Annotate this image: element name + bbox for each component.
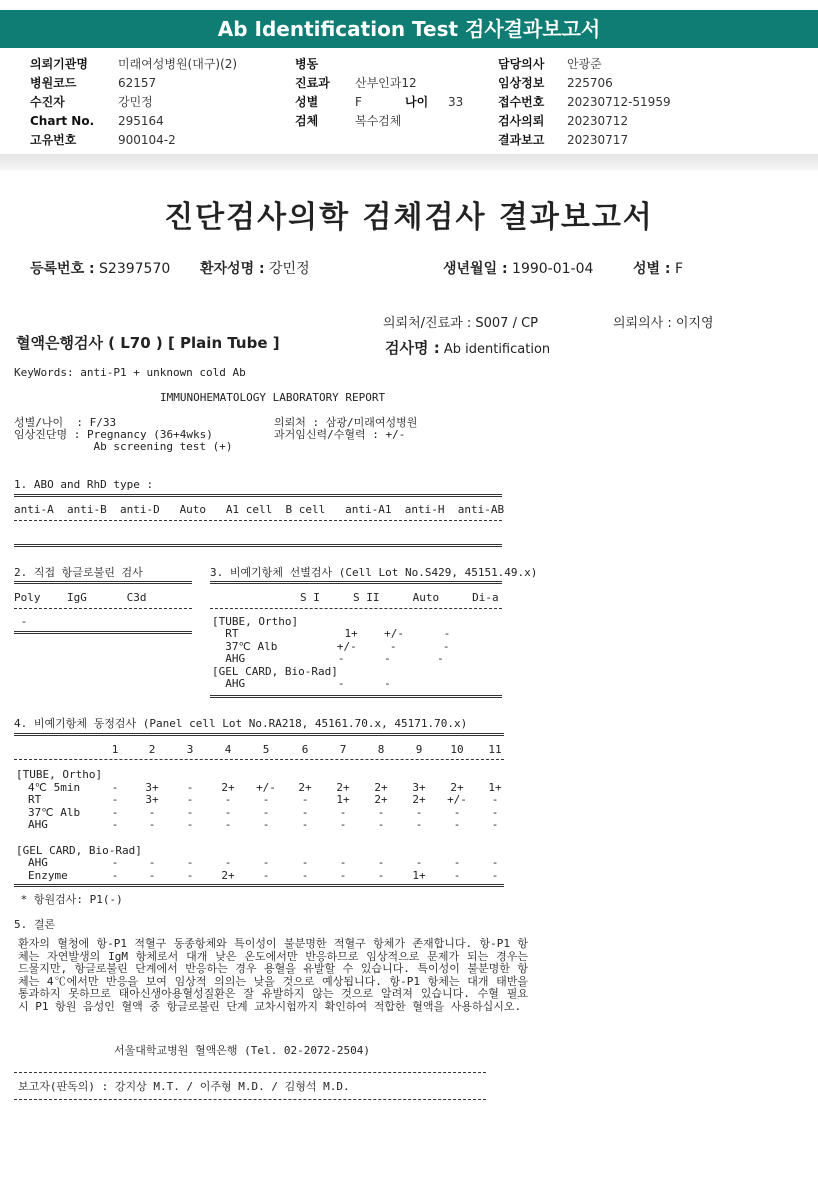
panel-cell: - [186, 793, 194, 807]
header-label: 진료과 [295, 76, 330, 90]
pregnancy-history: 과거임신력/수혈력 : +/- [274, 428, 406, 441]
panel-col-header: 3 [186, 743, 194, 756]
header-label: 수진자 [30, 95, 65, 109]
double-rule [14, 631, 192, 634]
birth-label: 생년월일 : [443, 261, 508, 277]
panel-col-header: 2 [148, 743, 156, 756]
panel-cell: +/- [256, 780, 276, 794]
request-header [0, 55, 818, 153]
panel-cell: - [339, 805, 347, 819]
panel-cell: 2+ [336, 780, 350, 794]
header-label: 담당의사 [498, 57, 545, 71]
single-rule [14, 1099, 486, 1100]
section-screening-title: 3. 비예기항체 선별검사 (Cell Lot No.S429, 45151.49.x) [210, 566, 538, 579]
header-label: 임상정보 [498, 76, 545, 90]
antigen-test: * 항원검사: P1(-) [14, 893, 123, 906]
panel-col-header: 1 [111, 743, 119, 756]
test-name-value: Ab identification [443, 342, 551, 357]
clinical-diagnosis-2: Ab screening test (+) [14, 440, 233, 453]
panel-row-label: AHG [28, 856, 48, 870]
panel-cell: - [224, 805, 232, 819]
header-label: 검사의뢰 [498, 114, 545, 128]
birth-value: 1990-01-04 [512, 261, 594, 277]
panel-cell: 2+ [450, 780, 464, 794]
test-group: 혈액은행검사 ( L70 ) [ Plain Tube ] [16, 334, 280, 352]
header-value: 강민정 [118, 95, 153, 109]
panel-col-header: 10 [450, 743, 464, 756]
panel-cell: 1+ [412, 868, 426, 882]
panel-cell: - [339, 856, 347, 870]
screening-results: [TUBE, Ortho] RT 1+ +/- - 37℃ Alb +/- - - AHG - - - [GEL CARD, Bio-Rad] AHG - - [212, 615, 451, 691]
registration-number [30, 258, 170, 278]
referring-doctor: 의뢰의사 : 이지영 [613, 316, 714, 331]
panel-cell: - [111, 818, 119, 832]
header-label: 병동 [295, 57, 319, 71]
panel-col-header: 4 [224, 743, 232, 756]
double-rule [210, 695, 502, 698]
double-rule [210, 581, 502, 584]
panel-cell: - [111, 856, 119, 870]
patient-sex [633, 258, 683, 278]
panel-cell: - [491, 856, 499, 870]
section-dat-title: 2. 직접 항글로불린 검사 [14, 566, 143, 579]
header-value: 20230712 [567, 114, 629, 128]
panel-cell: - [491, 818, 499, 832]
panel-cell: - [186, 805, 194, 819]
report-title: 진단검사의학 검체검사 결과보고서 [164, 200, 654, 235]
name-value: 강민정 [269, 261, 310, 277]
panel-cell: - [148, 856, 156, 870]
sex-value: F [674, 261, 684, 277]
section-conclusion-title: 5. 결론 [14, 918, 56, 931]
panel-cell: - [148, 805, 156, 819]
panel-cell: 2+ [221, 780, 235, 794]
panel-cell: - [377, 856, 385, 870]
header-label: 검체 [295, 114, 319, 128]
header-value: 225706 [567, 76, 613, 90]
panel-cell: - [453, 856, 461, 870]
panel-cell: - [224, 856, 232, 870]
header-value: 62157 [118, 76, 157, 90]
panel-cell: - [491, 868, 499, 882]
panel-cell: 3+ [145, 793, 159, 807]
panel-cell: - [186, 856, 194, 870]
double-rule [14, 494, 502, 497]
panel-cell: - [262, 805, 270, 819]
panel-col-header: 11 [488, 743, 502, 756]
test-name-label: 검사명 : [385, 339, 440, 357]
panel-cell: 2+ [298, 780, 312, 794]
panel-cell: - [111, 805, 119, 819]
header-label: 병원코드 [30, 76, 77, 90]
double-rule [14, 544, 502, 547]
single-rule [14, 759, 504, 760]
panel-cell: - [186, 868, 194, 882]
panel-cell: 1+ [336, 793, 350, 807]
sex-age: 성별/나이 : F/33 [14, 416, 117, 429]
clinical-diagnosis: 임상진단명 : Pregnancy (36+4wks) [14, 428, 213, 441]
header-label: 접수번호 [498, 95, 545, 109]
section-panel-title: 4. 비예기항체 동정검사 (Panel cell Lot No.RA218, 45161.70.x, 45171.70.x) [14, 717, 468, 730]
panel-cell: - [262, 868, 270, 882]
panel-cell: - [148, 868, 156, 882]
panel-cell: - [491, 793, 499, 807]
panel-col-header: 7 [339, 743, 347, 756]
header-value: 미래여성병원(대구)(2) [118, 57, 238, 71]
header-value: 산부인과12 [355, 76, 417, 90]
panel-cell: - [377, 805, 385, 819]
scanned-report [0, 170, 818, 1202]
header-label: 결과보고 [498, 133, 545, 147]
panel-cell: 2+ [221, 868, 235, 882]
panel-cell: 1+ [488, 780, 502, 794]
header-value: F [355, 95, 362, 109]
panel-col-header: 8 [377, 743, 385, 756]
panel-cell: 2+ [374, 793, 388, 807]
panel-cell: - [377, 868, 385, 882]
screening-headers: S I S II Auto Di-a [300, 591, 499, 604]
panel-cell: 2+ [412, 793, 426, 807]
panel-cell: - [415, 805, 423, 819]
panel-cell: - [186, 818, 194, 832]
panel-cell: - [224, 793, 232, 807]
panel-cell: - [453, 818, 461, 832]
panel-row-label: Enzyme [28, 868, 68, 882]
panel-col-header: 6 [301, 743, 309, 756]
panel-cell: - [339, 868, 347, 882]
reporter: 보고자(판독의) : 강지상 M.T. / 이주형 M.D. / 김형석 M.D. [18, 1080, 350, 1093]
panel-cell: - [415, 818, 423, 832]
abo-headers: anti-A anti-B anti-D Auto A1 cell B cell anti-A1 anti-H anti-AB [14, 503, 505, 516]
panel-cell: - [301, 868, 309, 882]
panel-col-header: 5 [262, 743, 270, 756]
single-rule [14, 520, 502, 521]
sex-label: 성별 : [633, 261, 671, 277]
header-value: 33 [448, 95, 464, 109]
lab-report-title: IMMUNOHEMATOLOGY LABORATORY REPORT [160, 391, 386, 404]
keywords: KeyWords: anti-P1 + unknown cold Ab [14, 366, 246, 379]
dat-value: - [14, 615, 28, 628]
birth-date [443, 258, 593, 278]
double-rule [14, 884, 504, 887]
panel-group-label: [GEL CARD, Bio-Rad] [16, 843, 142, 857]
header-label: 나이 [405, 95, 429, 109]
panel-cell: 3+ [412, 780, 426, 794]
referrer: 의뢰처 : 삼광/미래여성병원 [274, 416, 418, 429]
section-abo-title: 1. ABO and RhD type : [14, 478, 154, 491]
header-label: 성별 [295, 95, 319, 109]
panel-cell: - [111, 793, 119, 807]
double-rule [14, 733, 504, 736]
conclusion-text: 환자의 혈청에 항-P1 적혈구 동종항체와 특이성이 불분명한 적혈구 항체가 존재합니다. 항-P1 항체는 자연발생의 IgM 항체로서 대개 낮은 온도에서만 반응하므로 임상적으로 문제가 되는 경우는 드물지만, 항글로불린 단계에서 반응하는 경우 용혈을 유발할 수 있습니다. 특이성이 불분명한 항체는 4℃에서만 반응을 보여 임상적 의의는 낮을 것으로 예상됩니다. 항-P1 항체는 대개 태반을 통과하지 못하므로 태아신생아용혈성질환은 잘 유발하지 않는 것으로 알려져 있습니다. 수혈 필요 시 P1 항원 음성인 혈액 중 항글로불린 단계 교차시험까지 확인하여 적합한 혈액을 사용하십시오. [18, 937, 528, 1013]
name-label: 환자성명 : [200, 261, 265, 277]
panel-cell: - [339, 818, 347, 832]
panel-cell: - [224, 818, 232, 832]
panel-cell: - [301, 793, 309, 807]
header-value: 295164 [118, 114, 164, 128]
header-label: Chart No. [30, 114, 95, 128]
panel-cell: - [111, 868, 119, 882]
header-value: 900104-2 [118, 133, 176, 147]
panel-cell: 2+ [374, 780, 388, 794]
header-label: 의뢰기관명 [30, 57, 88, 71]
issuer: 서울대학교병원 혈액은행 (Tel. 02-2072-2504) [114, 1044, 370, 1057]
panel-row-label: RT [28, 793, 42, 807]
panel-group-label: [TUBE, Ortho] [16, 768, 103, 781]
panel-cell: - [262, 793, 270, 807]
reg-label: 등록번호 : [30, 261, 95, 277]
panel-cell: - [148, 818, 156, 832]
referring-dept: 의뢰처/진료과 : S007 / CP [383, 316, 538, 331]
report-banner: Ab Identification Test 검사결과보고서 [0, 10, 818, 48]
patient-name [200, 258, 310, 278]
header-value: 복수검체 [355, 114, 402, 128]
reg-value: S2397570 [99, 261, 171, 277]
single-rule [14, 1072, 486, 1073]
panel-cell: +/- [447, 793, 467, 807]
double-rule [14, 581, 192, 584]
panel-cell: - [111, 780, 119, 794]
header-value: 안광준 [567, 57, 602, 71]
dat-headers: Poly IgG C3d [14, 591, 147, 604]
panel-cell: - [491, 805, 499, 819]
single-rule [210, 608, 502, 609]
panel-cell: - [301, 805, 309, 819]
header-value: 20230717 [567, 133, 629, 147]
panel-row-label: 37℃ Alb [28, 805, 81, 819]
panel-cell: - [301, 856, 309, 870]
test-name [385, 337, 550, 358]
panel-cell: - [301, 818, 309, 832]
panel-cell: - [262, 856, 270, 870]
panel-cell: 3+ [145, 780, 159, 794]
header-label: 고유번호 [30, 133, 77, 147]
panel-row-label: 4℃ 5min [28, 780, 81, 794]
section-separator [0, 154, 818, 170]
panel-cell: - [186, 780, 194, 794]
single-rule [14, 608, 192, 609]
panel-cell: - [453, 805, 461, 819]
panel-cell: - [262, 818, 270, 832]
panel-cell: - [415, 856, 423, 870]
panel-col-header: 9 [415, 743, 423, 756]
header-value: 20230712-51959 [567, 95, 671, 109]
panel-cell: - [453, 868, 461, 882]
panel-row-label: AHG [28, 818, 48, 832]
panel-cell: - [377, 818, 385, 832]
